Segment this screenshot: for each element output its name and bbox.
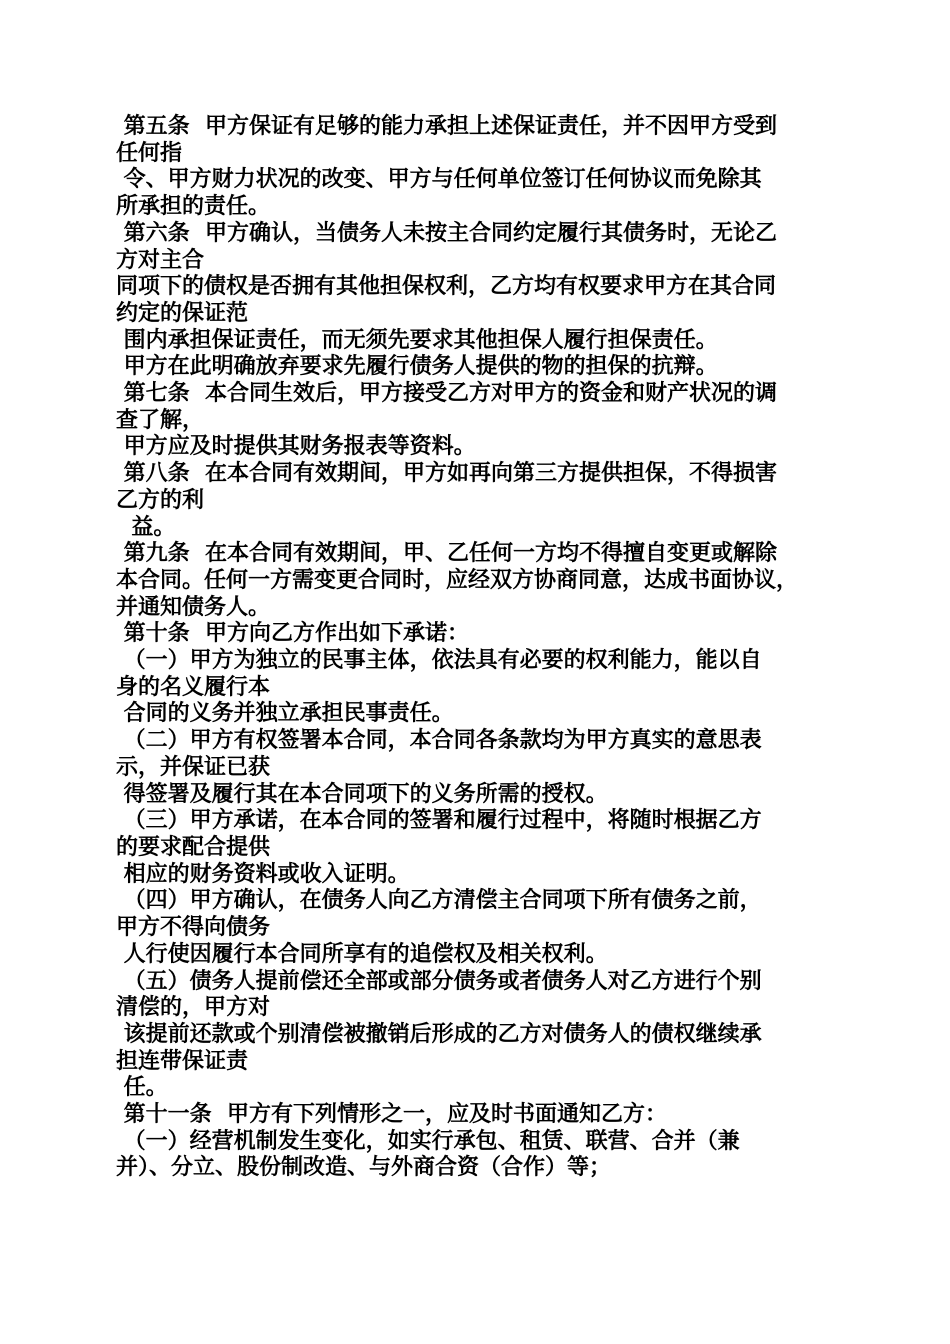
text-line: （五）债务人提前偿还全部或部分债务或者债务人对乙方进行个别 <box>116 968 762 994</box>
text-line: 第六条 甲方确认，当债务人未按主合同约定履行其债务时，无论乙 <box>116 220 777 246</box>
text-line: 乙方的利 <box>116 487 205 513</box>
text-line: 相应的财务资料或收入证明。 <box>116 861 410 887</box>
text-line: 任何指 <box>116 140 183 166</box>
contract-text <box>116 114 846 1182</box>
text-line: 示，并保证已获 <box>116 754 271 780</box>
text-line: 第十一条 甲方有下列情形之一，应及时书面通知乙方： <box>116 1102 667 1128</box>
text-line: 合同的义务并独立承担民事责任。 <box>116 701 454 727</box>
text-line: 第十条 甲方向乙方作出如下承诺： <box>116 621 469 647</box>
text-line: 的要求配合提供 <box>116 834 271 860</box>
text-line: （一）经营机制发生变化，如实行承包、租赁、联营、合并（兼 <box>116 1128 740 1154</box>
text-line: 本合同。任何一方需变更合同时，应经双方协商同意，达成书面协议， <box>116 567 799 593</box>
text-line: 清偿的，甲方对 <box>116 995 271 1021</box>
text-line: 甲方在此明确放弃要求先履行债务人提供的物的担保的抗辩。 <box>116 354 718 380</box>
text-line: 同项下的债权是否拥有其他担保权利，乙方均有权要求甲方在其合同 <box>116 274 777 300</box>
text-line: 令、甲方财力状况的改变、甲方与任何单位签订任何协议而免除其 <box>116 167 762 193</box>
text-line: 方对主合 <box>116 247 205 273</box>
text-line: 围内承担保证责任，而无须先要求其他担保人履行担保责任。 <box>116 327 718 353</box>
text-line: 任。 <box>116 1075 168 1101</box>
text-line: 益。 <box>116 514 176 540</box>
text-line: 并）、分立、股份制改造、与外商合资（合作）等； <box>116 1155 612 1181</box>
text-line: 第八条 在本合同有效期间，甲方如再向第三方提供担保，不得损害 <box>116 461 777 487</box>
text-line: 约定的保证范 <box>116 300 249 326</box>
text-line: 担连带保证责 <box>116 1048 249 1074</box>
text-line: 该提前还款或个别清偿被撤销后形成的乙方对债务人的债权继续承 <box>116 1021 762 1047</box>
text-line: 第七条 本合同生效后，甲方接受乙方对甲方的资金和财产状况的调 <box>116 381 777 407</box>
text-line: （四）甲方确认，在债务人向乙方清偿主合同项下所有债务之前， <box>116 888 762 914</box>
text-line: 人行使因履行本合同所享有的追偿权及相关权利。 <box>116 941 608 967</box>
text-line: 身的名义履行本 <box>116 674 271 700</box>
text-line: 甲方应及时提供其财务报表等资料。 <box>116 434 476 460</box>
text-line: （一）甲方为独立的民事主体，依法具有必要的权利能力，能以自 <box>116 648 762 674</box>
text-line: 得签署及履行其在本合同项下的义务所需的授权。 <box>116 781 608 807</box>
text-line: （二）甲方有权签署本合同，本合同各条款均为甲方真实的意思表 <box>116 728 762 754</box>
text-line: 并通知债务人。 <box>116 594 271 620</box>
text-line: （三）甲方承诺，在本合同的签署和履行过程中，将随时根据乙方 <box>116 808 762 834</box>
text-line: 第九条 在本合同有效期间，甲、乙任何一方均不得擅自变更或解除 <box>116 541 777 567</box>
text-line: 所承担的责任。 <box>116 194 271 220</box>
text-line: 第五条 甲方保证有足够的能力承担上述保证责任，并不因甲方受到 <box>116 114 777 139</box>
text-line: 甲方不得向债务 <box>116 915 271 941</box>
text-line: 查了解， <box>116 407 205 433</box>
